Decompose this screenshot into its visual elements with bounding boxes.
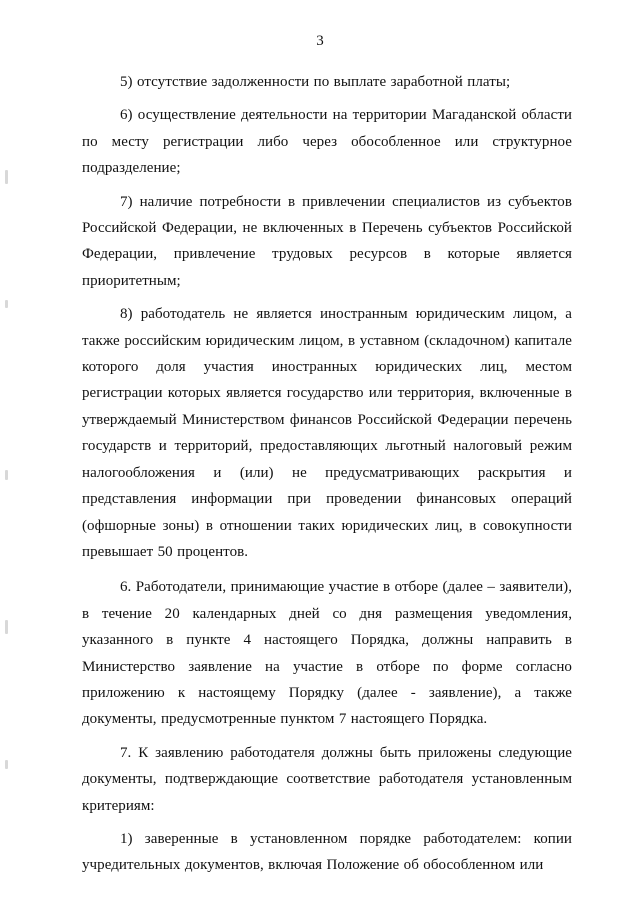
paragraph-clause-7: 7. К заявлению работодателя должны быть приложены следующие документы, подтверждающие соответствие работодателя установленным критериям: xyxy=(82,744,572,814)
scan-edge-artifacts xyxy=(5,0,15,905)
document-body xyxy=(82,68,572,879)
paragraph-clause-7-item-1: 1) заверенные в установленном порядке работодателем: копии учредительных документов, включая Положение об обособленном или xyxy=(82,830,572,874)
paragraph-clause-6: 6. Работодатели, принимающие участие в отборе (далее – заявители), в течение 20 календарных дней со дня размещения уведомления, указанного в пункте 4 настоящего Порядка, должны направить в Министерство заявление на участие в отборе по форме согласно приложению к настоящему Порядку (далее - заявление), а также документы, предусмотренные пунктом 7 настоящего Порядка. xyxy=(82,579,572,728)
paragraph-item-8: 8) работодатель не является иностранным юридическим лицом, а также российским юридическим лицом, в уставном (складочном) капитале которого доля участия иностранных юридических лиц, местом регистрации которых является государство или территория, включенные в утверждаемый Министерством финансов Российской Федерации перечень государств и территорий, предоставляющих льготный налоговый режим налогообложения и (или) не предусматривающих раскрытия и представления информации при проведении финансовых операций (офшорные зоны) в отношении таких юридических лиц, в совокупности превышает 50 процентов. xyxy=(82,306,572,560)
paragraph-item-5: 5) отсутствие задолженности по выплате заработной платы; xyxy=(120,74,511,90)
paragraph-item-6: 6) осуществление деятельности на территории Магаданской области по месту регистрации либо через обособленное или структурное подразделение; xyxy=(82,107,572,177)
page-number: 3 xyxy=(316,33,324,49)
paragraph-item-7: 7) наличие потребности в привлечении специалистов из субъектов Российской Федерации, не включенных в Перечень субъектов Российской Федерации, привлечение трудовых ресурсов в которые является приоритетным; xyxy=(82,193,572,289)
